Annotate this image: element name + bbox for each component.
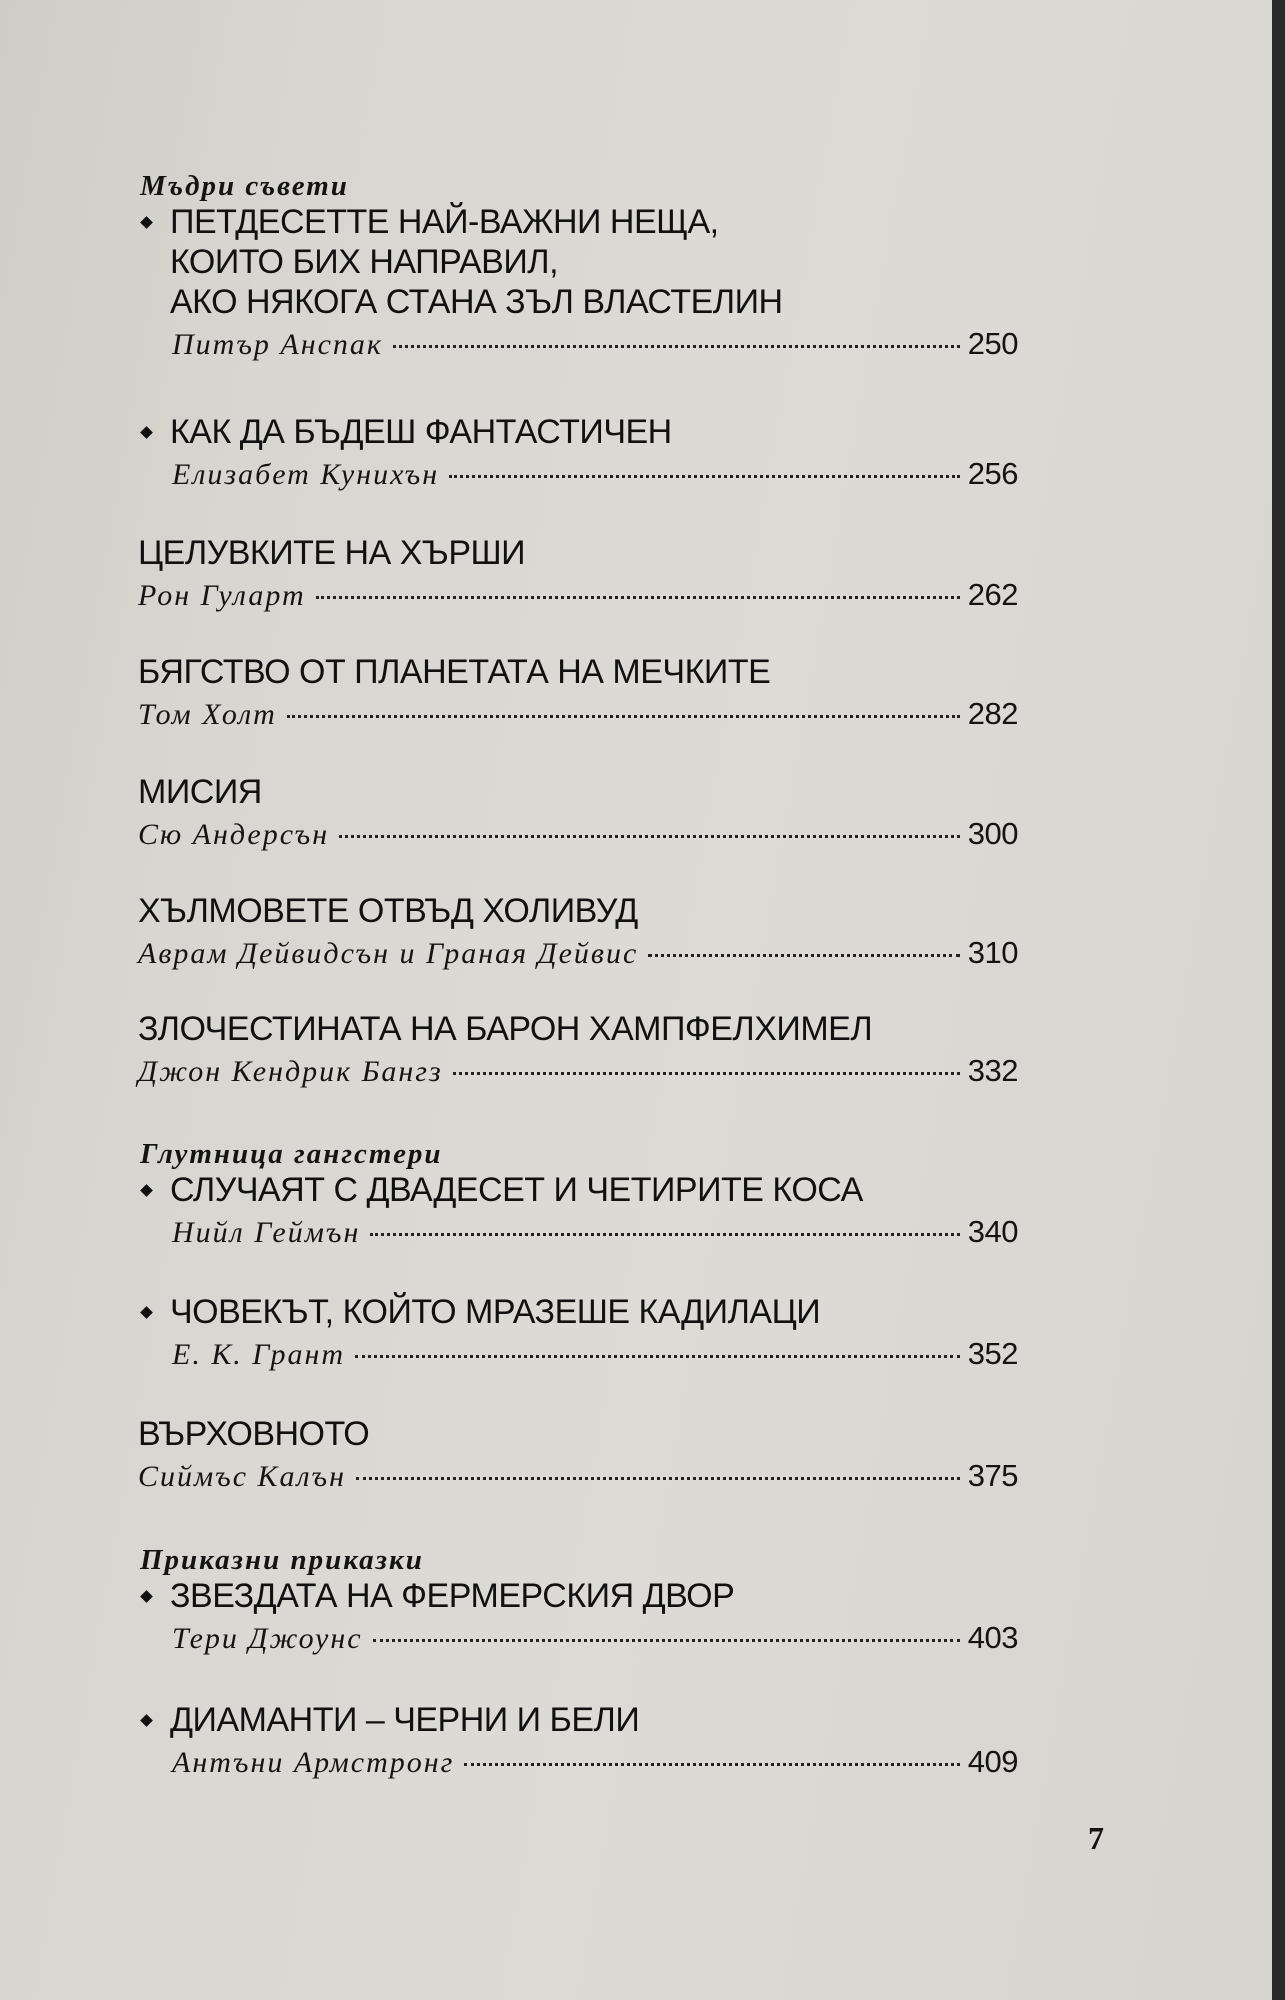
toc-entry (138, 772, 1018, 852)
entry-title-line: ЗВЕЗДАТА НА ФЕРМЕРСКИЯ ДВОР (170, 1577, 735, 1615)
entry-page: 262 (967, 577, 1018, 612)
entry-author: Питър Анспак (172, 328, 383, 361)
dot-leader (464, 1763, 959, 1766)
entry-title-line: ЦЕЛУВКИТЕ НА ХЪРШИ (138, 534, 526, 572)
entry-title-line: СЛУЧАЯТ С ДВАДЕСЕТ И ЧЕТИРИТЕ КОСА (170, 1171, 863, 1209)
author-row (138, 577, 1018, 613)
author-row (138, 1053, 1018, 1089)
author-row (138, 1214, 1018, 1250)
entry-page: 282 (967, 696, 1018, 731)
diamond-bullet-icon (140, 1306, 153, 1319)
entry-page: 352 (967, 1336, 1018, 1371)
diamond-bullet-icon (140, 1714, 153, 1727)
author-row (138, 1620, 1018, 1656)
author-row (138, 1744, 1018, 1780)
entry-title (138, 412, 1018, 452)
dot-leader (287, 715, 960, 718)
entry-page: 300 (967, 816, 1018, 851)
diamond-bullet-icon (140, 426, 153, 439)
entry-title-line: МИСИЯ (138, 773, 262, 811)
entry-author: Сиймъс Калън (138, 1460, 346, 1493)
entry-title (138, 1009, 1018, 1049)
entry-page: 250 (967, 326, 1018, 361)
toc-entry (138, 1138, 1018, 1250)
dot-leader (453, 1072, 960, 1075)
entry-title-line: ДИАМАНТИ – ЧЕРНИ И БЕЛИ (170, 1701, 640, 1739)
author-row (138, 326, 1018, 362)
entry-author: Нийл Геймън (172, 1216, 361, 1249)
entry-title-line: ПЕТДЕСЕТТЕ НАЙ-ВАЖНИ НЕЩА, (170, 203, 719, 241)
entry-title-line: ВЪРХОВНОТО (138, 1415, 370, 1453)
entry-author: Сю Андерсън (138, 818, 330, 851)
dot-leader (339, 835, 960, 838)
toc-entry (138, 533, 1018, 613)
toc-entry (138, 1544, 1018, 1656)
entry-title (138, 202, 1018, 322)
diamond-bullet-icon (140, 216, 153, 229)
entry-author: Елизабет Кунихън (172, 458, 440, 491)
author-row (138, 1458, 1018, 1494)
entry-title (138, 652, 1018, 692)
entry-title (138, 1700, 1018, 1740)
dot-leader (356, 1477, 960, 1480)
author-row (138, 935, 1018, 971)
entry-page: 332 (967, 1053, 1018, 1088)
entry-author: Тери Джоунс (172, 1622, 363, 1655)
section-heading: Приказни приказки (140, 1544, 424, 1576)
entry-author: Джон Кендрик Бангз (138, 1055, 443, 1088)
entry-title-line: БЯГСТВО ОТ ПЛАНЕТАТА НА МЕЧКИТЕ (138, 653, 771, 691)
entry-author: Том Холт (138, 698, 277, 731)
entry-title (138, 1292, 1018, 1332)
entry-title (138, 772, 1018, 812)
dot-leader (393, 345, 960, 348)
dot-leader (373, 1639, 960, 1642)
toc-entry (138, 170, 1018, 362)
toc-entry (138, 1414, 1018, 1494)
entry-page: 409 (967, 1744, 1018, 1779)
entry-page: 340 (967, 1214, 1018, 1249)
author-row (138, 456, 1018, 492)
entry-page: 310 (967, 935, 1018, 970)
dot-leader (370, 1233, 959, 1236)
entry-title (138, 1576, 1018, 1616)
author-row (138, 1336, 1018, 1372)
dot-leader (316, 596, 960, 599)
toc-entry (138, 1009, 1018, 1089)
toc-entry (138, 1700, 1018, 1780)
entry-title-line: КОИТО БИХ НАПРАВИЛ, (170, 243, 559, 281)
author-row (138, 816, 1018, 852)
section-heading: Мъдри съвети (140, 170, 349, 202)
toc-entry (138, 891, 1018, 971)
dot-leader (449, 475, 960, 478)
dot-leader (355, 1355, 960, 1358)
entry-author: Аврам Дейвидсън и Граная Дейвис (138, 937, 639, 970)
diamond-bullet-icon (140, 1590, 153, 1603)
entry-title (138, 1414, 1018, 1454)
entry-title-line: АКО НЯКОГА СТАНА ЗЪЛ ВЛАСТЕЛИН (170, 283, 783, 321)
entry-title (138, 1170, 1018, 1210)
entry-title-line: ЗЛОЧЕСТИНАТА НА БАРОН ХАМПФЕЛХИМЕЛ (138, 1010, 873, 1048)
entry-author: Е. К. Грант (172, 1338, 346, 1371)
entry-title-line: ЧОВЕКЪТ, КОЙТО МРАЗЕШЕ КАДИЛАЦИ (170, 1293, 821, 1331)
entry-page: 256 (967, 456, 1018, 491)
entry-title-line: КАК ДА БЪДЕШ ФАНТАСТИЧЕН (170, 413, 672, 451)
page-number: 7 (1088, 1820, 1104, 1856)
diamond-bullet-icon (140, 1184, 153, 1197)
entry-page: 403 (967, 1620, 1018, 1655)
dot-leader (648, 954, 959, 957)
entry-page: 375 (967, 1458, 1018, 1493)
entry-title-line: ХЪЛМОВЕТЕ ОТВЪД ХОЛИВУД (138, 892, 638, 930)
entry-author: Антъни Армстронг (172, 1746, 455, 1779)
toc-entry (138, 1292, 1018, 1372)
entry-title (138, 533, 1018, 573)
toc-entry (138, 652, 1018, 732)
entry-author: Рон Гуларт (138, 579, 306, 612)
entry-title (138, 891, 1018, 931)
section-heading: Глутница гангстери (140, 1138, 443, 1170)
toc-entry (138, 412, 1018, 492)
author-row (138, 696, 1018, 732)
